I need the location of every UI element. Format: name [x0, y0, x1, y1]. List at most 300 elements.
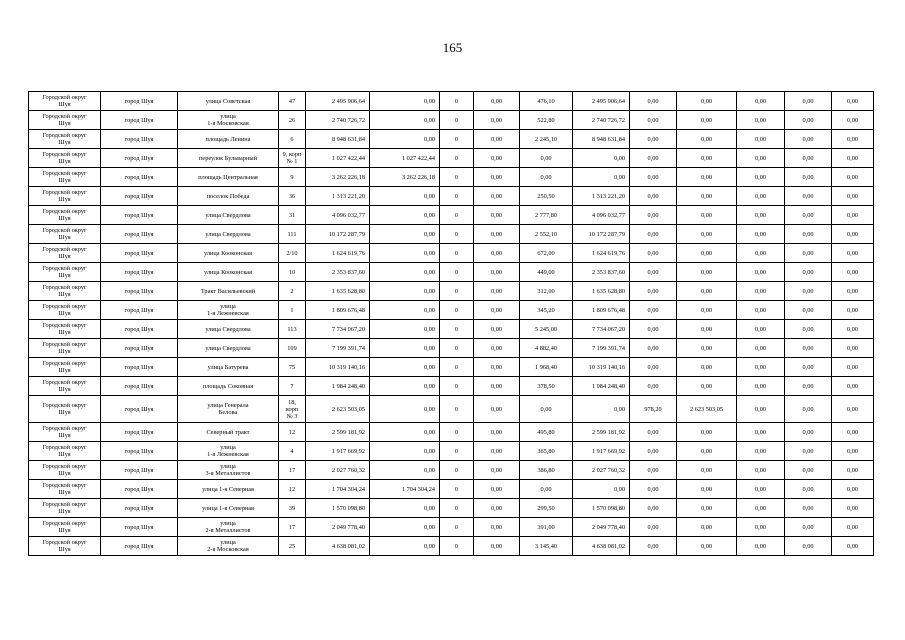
- cost-col6-cell: 2 495 906,64: [573, 92, 630, 111]
- municipality-cell: Городской округ Шуя: [29, 320, 101, 339]
- cost-col2-cell: 0,00: [370, 130, 440, 149]
- cost-col6-cell: 0,00: [573, 480, 630, 499]
- cost-col9-cell: 0,00: [737, 111, 785, 130]
- cost-col11-cell: 0,00: [832, 423, 874, 442]
- locality-cell: город Шуя: [101, 423, 178, 442]
- table-row: [29, 244, 874, 263]
- locality-cell: город Шуя: [101, 377, 178, 396]
- municipality-cell: Городской округ Шуя: [29, 168, 101, 187]
- cost-col11-cell: 0,00: [832, 320, 874, 339]
- cost-col9-cell: 0,00: [737, 339, 785, 358]
- total-cost-cell: 7 199 391,74: [306, 339, 370, 358]
- count-col3-cell: 0: [440, 339, 474, 358]
- street-cell: площадь Ленина: [178, 130, 279, 149]
- table-row: [29, 396, 874, 423]
- cost-col10-cell: 0,00: [785, 499, 832, 518]
- table-row: [29, 518, 874, 537]
- area-col5-cell: 345,20: [520, 301, 573, 320]
- cost-col8-cell: 0,00: [677, 149, 737, 168]
- cost-col6-cell: 2 740 726,72: [573, 111, 630, 130]
- cost-col9-cell: 0,00: [737, 225, 785, 244]
- cost-col9-cell: 0,00: [737, 149, 785, 168]
- cost-col6-cell: 4 638 081,02: [573, 537, 630, 556]
- cost-col11-cell: 0,00: [832, 537, 874, 556]
- table-row: [29, 92, 874, 111]
- area-col5-cell: 0,00: [520, 396, 573, 423]
- cost-col4-cell: 0,00: [474, 423, 520, 442]
- municipality-cell: Городской округ Шуя: [29, 263, 101, 282]
- area-col5-cell: 0,00: [520, 149, 573, 168]
- house-cell: 1: [279, 301, 306, 320]
- cost-col10-cell: 0,00: [785, 206, 832, 225]
- cost-col10-cell: 0,00: [785, 244, 832, 263]
- table-row: [29, 537, 874, 556]
- street-cell: улица 1-я Северная: [178, 499, 279, 518]
- locality-cell: город Шуя: [101, 320, 178, 339]
- house-cell: 17: [279, 461, 306, 480]
- cost-col8-cell: 0,00: [677, 111, 737, 130]
- cost-col6-cell: 1 570 098,80: [573, 499, 630, 518]
- cost-col2-cell: 0,00: [370, 537, 440, 556]
- total-cost-cell: 1 624 619,76: [306, 244, 370, 263]
- count-col3-cell: 0: [440, 149, 474, 168]
- cost-col9-cell: 0,00: [737, 282, 785, 301]
- street-cell: улица Кооконская: [178, 263, 279, 282]
- cost-col11-cell: 0,00: [832, 461, 874, 480]
- cost-col6-cell: 0,00: [573, 396, 630, 423]
- street-cell: улица Свердлова: [178, 206, 279, 225]
- cost-col4-cell: 0,00: [474, 168, 520, 187]
- cost-col11-cell: 0,00: [832, 92, 874, 111]
- total-cost-cell: 2 027 760,32: [306, 461, 370, 480]
- cost-col11-cell: 0,00: [832, 499, 874, 518]
- cost-col8-cell: 0,00: [677, 518, 737, 537]
- locality-cell: город Шуя: [101, 518, 178, 537]
- house-cell: 18, корп № 3: [279, 396, 306, 423]
- cost-col6-cell: 7 199 391,74: [573, 339, 630, 358]
- cost-col2-cell: 0,00: [370, 206, 440, 225]
- area-col5-cell: 4 882,40: [520, 339, 573, 358]
- table-row: [29, 263, 874, 282]
- locality-cell: город Шуя: [101, 225, 178, 244]
- total-cost-cell: 2 623 503,05: [306, 396, 370, 423]
- house-cell: 2/10: [279, 244, 306, 263]
- total-cost-cell: 1 570 098,80: [306, 499, 370, 518]
- cost-col9-cell: 0,00: [737, 499, 785, 518]
- municipality-cell: Городской округ Шуя: [29, 396, 101, 423]
- cost-col10-cell: 0,00: [785, 358, 832, 377]
- cost-col4-cell: 0,00: [474, 377, 520, 396]
- locality-cell: город Шуя: [101, 480, 178, 499]
- locality-cell: город Шуя: [101, 130, 178, 149]
- page-number: 165: [442, 40, 463, 55]
- cost-col2-cell: 3 262 226,18: [370, 168, 440, 187]
- locality-cell: город Шуя: [101, 301, 178, 320]
- house-cell: 9, корп № 1: [279, 149, 306, 168]
- cost-col6-cell: 1 984 248,40: [573, 377, 630, 396]
- cost-col9-cell: 0,00: [737, 263, 785, 282]
- cost-col2-cell: 1 027 422,44: [370, 149, 440, 168]
- municipality-cell: Городской округ Шуя: [29, 358, 101, 377]
- locality-cell: город Шуя: [101, 92, 178, 111]
- municipality-cell: Городской округ Шуя: [29, 461, 101, 480]
- area-col5-cell: 0,00: [520, 480, 573, 499]
- cost-col4-cell: 0,00: [474, 244, 520, 263]
- total-cost-cell: 2 495 906,64: [306, 92, 370, 111]
- count-col3-cell: 0: [440, 537, 474, 556]
- cost-col11-cell: 0,00: [832, 377, 874, 396]
- cost-col10-cell: 0,00: [785, 423, 832, 442]
- total-cost-cell: 2 599 181,92: [306, 423, 370, 442]
- cost-col8-cell: 0,00: [677, 461, 737, 480]
- municipality-cell: Городской округ Шуя: [29, 206, 101, 225]
- area-col7-cell: 0,00: [630, 499, 677, 518]
- locality-cell: город Шуя: [101, 396, 178, 423]
- count-col3-cell: 0: [440, 499, 474, 518]
- count-col3-cell: 0: [440, 320, 474, 339]
- house-cell: 25: [279, 537, 306, 556]
- cost-col11-cell: 0,00: [832, 206, 874, 225]
- cost-col2-cell: 1 704 304,24: [370, 480, 440, 499]
- total-cost-cell: 1 313 221,20: [306, 187, 370, 206]
- cost-col4-cell: 0,00: [474, 320, 520, 339]
- street-cell: площадь Соковная: [178, 377, 279, 396]
- cost-col10-cell: 0,00: [785, 320, 832, 339]
- cost-col2-cell: 0,00: [370, 282, 440, 301]
- cost-col10-cell: 0,00: [785, 377, 832, 396]
- cost-col11-cell: 0,00: [832, 282, 874, 301]
- total-cost-cell: 1 635 628,80: [306, 282, 370, 301]
- street-cell: улица 1-я Северная: [178, 480, 279, 499]
- count-col3-cell: 0: [440, 442, 474, 461]
- cost-col11-cell: 0,00: [832, 225, 874, 244]
- cost-col9-cell: 0,00: [737, 423, 785, 442]
- table-row: [29, 168, 874, 187]
- street-cell: улица Генерала Белова: [178, 396, 279, 423]
- street-cell: улица 2-я Металлистов: [178, 518, 279, 537]
- table-row: [29, 225, 874, 244]
- street-cell: поселок Победа: [178, 187, 279, 206]
- house-cell: 111: [279, 225, 306, 244]
- cost-col9-cell: 0,00: [737, 187, 785, 206]
- table-row: [29, 206, 874, 225]
- cost-col10-cell: 0,00: [785, 92, 832, 111]
- table-row: [29, 499, 874, 518]
- street-cell: площадь Центральная: [178, 168, 279, 187]
- area-col7-cell: 0,00: [630, 301, 677, 320]
- cost-col8-cell: 0,00: [677, 168, 737, 187]
- count-col3-cell: 0: [440, 301, 474, 320]
- total-cost-cell: 4 638 081,02: [306, 537, 370, 556]
- area-col7-cell: 0,00: [630, 282, 677, 301]
- cost-col4-cell: 0,00: [474, 518, 520, 537]
- total-cost-cell: 2 049 778,40: [306, 518, 370, 537]
- house-cell: 36: [279, 187, 306, 206]
- area-col5-cell: 2 245,10: [520, 130, 573, 149]
- house-cell: 26: [279, 111, 306, 130]
- count-col3-cell: 0: [440, 225, 474, 244]
- cost-col6-cell: 4 096 032,77: [573, 206, 630, 225]
- area-col7-cell: 0,00: [630, 111, 677, 130]
- cost-col8-cell: 0,00: [677, 92, 737, 111]
- house-cell: 113: [279, 320, 306, 339]
- municipality-cell: Городской округ Шуя: [29, 149, 101, 168]
- cost-col6-cell: 2 599 181,92: [573, 423, 630, 442]
- area-col5-cell: 391,00: [520, 518, 573, 537]
- cost-col8-cell: 0,00: [677, 130, 737, 149]
- house-cell: 47: [279, 92, 306, 111]
- cost-col11-cell: 0,00: [832, 358, 874, 377]
- locality-cell: город Шуя: [101, 442, 178, 461]
- cost-col9-cell: 0,00: [737, 461, 785, 480]
- cost-col4-cell: 0,00: [474, 263, 520, 282]
- cost-col8-cell: 0,00: [677, 301, 737, 320]
- cost-col11-cell: 0,00: [832, 301, 874, 320]
- table-row: [29, 111, 874, 130]
- area-col7-cell: 0,00: [630, 480, 677, 499]
- cost-col4-cell: 0,00: [474, 537, 520, 556]
- area-col5-cell: 299,50: [520, 499, 573, 518]
- cost-col2-cell: 0,00: [370, 442, 440, 461]
- cost-col4-cell: 0,00: [474, 499, 520, 518]
- area-col7-cell: 0,00: [630, 92, 677, 111]
- cost-col10-cell: 0,00: [785, 442, 832, 461]
- cost-col11-cell: 0,00: [832, 263, 874, 282]
- total-cost-cell: 1 984 248,40: [306, 377, 370, 396]
- area-col7-cell: 978,20: [630, 396, 677, 423]
- count-col3-cell: 0: [440, 244, 474, 263]
- cost-col6-cell: 1 313 221,20: [573, 187, 630, 206]
- cost-col4-cell: 0,00: [474, 206, 520, 225]
- area-col7-cell: 0,00: [630, 377, 677, 396]
- house-cell: 6: [279, 130, 306, 149]
- cost-col10-cell: 0,00: [785, 263, 832, 282]
- municipality-cell: Городской округ Шуя: [29, 480, 101, 499]
- area-col5-cell: 672,00: [520, 244, 573, 263]
- table-row: [29, 339, 874, 358]
- count-col3-cell: 0: [440, 377, 474, 396]
- total-cost-cell: 10 172 287,79: [306, 225, 370, 244]
- area-col5-cell: 250,50: [520, 187, 573, 206]
- house-cell: 12: [279, 480, 306, 499]
- total-cost-cell: 2 740 726,72: [306, 111, 370, 130]
- house-cell: 109: [279, 339, 306, 358]
- locality-cell: город Шуя: [101, 499, 178, 518]
- table-row: [29, 442, 874, 461]
- area-col7-cell: 0,00: [630, 263, 677, 282]
- total-cost-cell: 3 262 226,18: [306, 168, 370, 187]
- total-cost-cell: 1 027 422,44: [306, 149, 370, 168]
- cost-col8-cell: 0,00: [677, 263, 737, 282]
- count-col3-cell: 0: [440, 518, 474, 537]
- cost-col8-cell: 0,00: [677, 499, 737, 518]
- cost-col11-cell: 0,00: [832, 518, 874, 537]
- count-col3-cell: 0: [440, 423, 474, 442]
- locality-cell: город Шуя: [101, 358, 178, 377]
- cost-col2-cell: 0,00: [370, 187, 440, 206]
- total-cost-cell: 1 809 676,48: [306, 301, 370, 320]
- locality-cell: город Шуя: [101, 244, 178, 263]
- locality-cell: город Шуя: [101, 282, 178, 301]
- municipality-cell: Городской округ Шуя: [29, 301, 101, 320]
- cost-col8-cell: 0,00: [677, 480, 737, 499]
- table-row: [29, 358, 874, 377]
- cost-col6-cell: 2 027 760,32: [573, 461, 630, 480]
- cost-col10-cell: 0,00: [785, 396, 832, 423]
- cost-col8-cell: 0,00: [677, 282, 737, 301]
- locality-cell: город Шуя: [101, 111, 178, 130]
- municipality-cell: Городской округ Шуя: [29, 518, 101, 537]
- count-col3-cell: 0: [440, 130, 474, 149]
- cost-col11-cell: 0,00: [832, 339, 874, 358]
- cost-col6-cell: 1 635 628,80: [573, 282, 630, 301]
- cost-col11-cell: 0,00: [832, 396, 874, 423]
- total-cost-cell: 10 319 140,16: [306, 358, 370, 377]
- cost-col6-cell: 0,00: [573, 168, 630, 187]
- cost-col9-cell: 0,00: [737, 480, 785, 499]
- cost-col11-cell: 0,00: [832, 130, 874, 149]
- count-col3-cell: 0: [440, 358, 474, 377]
- locality-cell: город Шуя: [101, 168, 178, 187]
- area-col5-cell: 386,80: [520, 461, 573, 480]
- street-cell: Северный тракт: [178, 423, 279, 442]
- cost-col8-cell: 0,00: [677, 537, 737, 556]
- cost-col2-cell: 0,00: [370, 225, 440, 244]
- street-cell: улица Кооконская: [178, 244, 279, 263]
- cost-col2-cell: 0,00: [370, 396, 440, 423]
- cost-col4-cell: 0,00: [474, 461, 520, 480]
- cost-col6-cell: 10 319 140,16: [573, 358, 630, 377]
- cost-col2-cell: 0,00: [370, 423, 440, 442]
- area-col5-cell: 495,80: [520, 423, 573, 442]
- cost-col10-cell: 0,00: [785, 518, 832, 537]
- cost-col10-cell: 0,00: [785, 130, 832, 149]
- area-col7-cell: 0,00: [630, 320, 677, 339]
- cost-col6-cell: 8 948 631,84: [573, 130, 630, 149]
- cost-col6-cell: 7 734 067,20: [573, 320, 630, 339]
- area-col7-cell: 0,00: [630, 518, 677, 537]
- house-cell: 39: [279, 499, 306, 518]
- locality-cell: город Шуя: [101, 461, 178, 480]
- municipality-cell: Городской округ Шуя: [29, 442, 101, 461]
- area-col5-cell: 0,00: [520, 168, 573, 187]
- table-row: [29, 301, 874, 320]
- count-col3-cell: 0: [440, 206, 474, 225]
- cost-col6-cell: 10 172 287,79: [573, 225, 630, 244]
- cost-col4-cell: 0,00: [474, 225, 520, 244]
- street-cell: улица 3-я Металлистов: [178, 461, 279, 480]
- house-cell: 2: [279, 282, 306, 301]
- cost-col9-cell: 0,00: [737, 92, 785, 111]
- cost-col4-cell: 0,00: [474, 149, 520, 168]
- municipality-cell: Городской округ Шуя: [29, 339, 101, 358]
- locality-cell: город Шуя: [101, 149, 178, 168]
- cost-col10-cell: 0,00: [785, 301, 832, 320]
- locality-cell: город Шуя: [101, 339, 178, 358]
- locality-cell: город Шуя: [101, 187, 178, 206]
- cost-col2-cell: 0,00: [370, 377, 440, 396]
- cost-col9-cell: 0,00: [737, 358, 785, 377]
- area-col5-cell: 522,80: [520, 111, 573, 130]
- area-col7-cell: 0,00: [630, 339, 677, 358]
- cost-col11-cell: 0,00: [832, 480, 874, 499]
- total-cost-cell: 7 734 067,20: [306, 320, 370, 339]
- cost-col10-cell: 0,00: [785, 225, 832, 244]
- cost-col10-cell: 0,00: [785, 111, 832, 130]
- street-cell: Тракт Васильевский: [178, 282, 279, 301]
- total-cost-cell: 1 917 669,92: [306, 442, 370, 461]
- area-col5-cell: 3 145,40: [520, 537, 573, 556]
- table-row: [29, 461, 874, 480]
- street-cell: улица 1-я Лежневская: [178, 442, 279, 461]
- table-row: [29, 130, 874, 149]
- house-cell: 7: [279, 377, 306, 396]
- cost-col8-cell: 0,00: [677, 225, 737, 244]
- cost-col10-cell: 0,00: [785, 537, 832, 556]
- count-col3-cell: 0: [440, 263, 474, 282]
- area-col5-cell: 5 245,00: [520, 320, 573, 339]
- cost-col8-cell: 0,00: [677, 187, 737, 206]
- cost-col2-cell: 0,00: [370, 92, 440, 111]
- cost-col8-cell: 0,00: [677, 339, 737, 358]
- street-cell: улица Батурева: [178, 358, 279, 377]
- cost-col9-cell: 0,00: [737, 301, 785, 320]
- municipality-cell: Городской округ Шуя: [29, 92, 101, 111]
- count-col3-cell: 0: [440, 187, 474, 206]
- cost-col9-cell: 0,00: [737, 518, 785, 537]
- cost-col4-cell: 0,00: [474, 301, 520, 320]
- house-cell: 9: [279, 168, 306, 187]
- total-cost-cell: 4 096 032,77: [306, 206, 370, 225]
- cost-col4-cell: 0,00: [474, 396, 520, 423]
- area-col7-cell: 0,00: [630, 187, 677, 206]
- locality-cell: город Шуя: [101, 206, 178, 225]
- count-col3-cell: 0: [440, 111, 474, 130]
- count-col3-cell: 0: [440, 480, 474, 499]
- street-cell: улица 2-я Московская: [178, 537, 279, 556]
- total-cost-cell: 8 948 631,84: [306, 130, 370, 149]
- count-col3-cell: 0: [440, 168, 474, 187]
- street-cell: улица 1-я Московская: [178, 111, 279, 130]
- municipality-cell: Городской округ Шуя: [29, 244, 101, 263]
- cost-col9-cell: 0,00: [737, 442, 785, 461]
- cost-col2-cell: 0,00: [370, 339, 440, 358]
- table-row: [29, 320, 874, 339]
- cost-col9-cell: 0,00: [737, 168, 785, 187]
- table-row: [29, 282, 874, 301]
- count-col3-cell: 0: [440, 92, 474, 111]
- cost-col10-cell: 0,00: [785, 282, 832, 301]
- cost-col9-cell: 0,00: [737, 206, 785, 225]
- area-col7-cell: 0,00: [630, 244, 677, 263]
- cost-col6-cell: 2 049 778,40: [573, 518, 630, 537]
- cost-col2-cell: 0,00: [370, 111, 440, 130]
- cost-col11-cell: 0,00: [832, 111, 874, 130]
- cost-col8-cell: 0,00: [677, 423, 737, 442]
- house-cell: 75: [279, 358, 306, 377]
- cost-col2-cell: 0,00: [370, 461, 440, 480]
- cost-col11-cell: 0,00: [832, 244, 874, 263]
- table-row: [29, 149, 874, 168]
- street-cell: улица Свердлова: [178, 320, 279, 339]
- area-col5-cell: 378,50: [520, 377, 573, 396]
- cost-col6-cell: 1 809 676,48: [573, 301, 630, 320]
- municipality-cell: Городской округ Шуя: [29, 537, 101, 556]
- cost-col11-cell: 0,00: [832, 442, 874, 461]
- cost-col10-cell: 0,00: [785, 480, 832, 499]
- street-cell: улица 1-я Лежневская: [178, 301, 279, 320]
- cost-col8-cell: 2 623 503,05: [677, 396, 737, 423]
